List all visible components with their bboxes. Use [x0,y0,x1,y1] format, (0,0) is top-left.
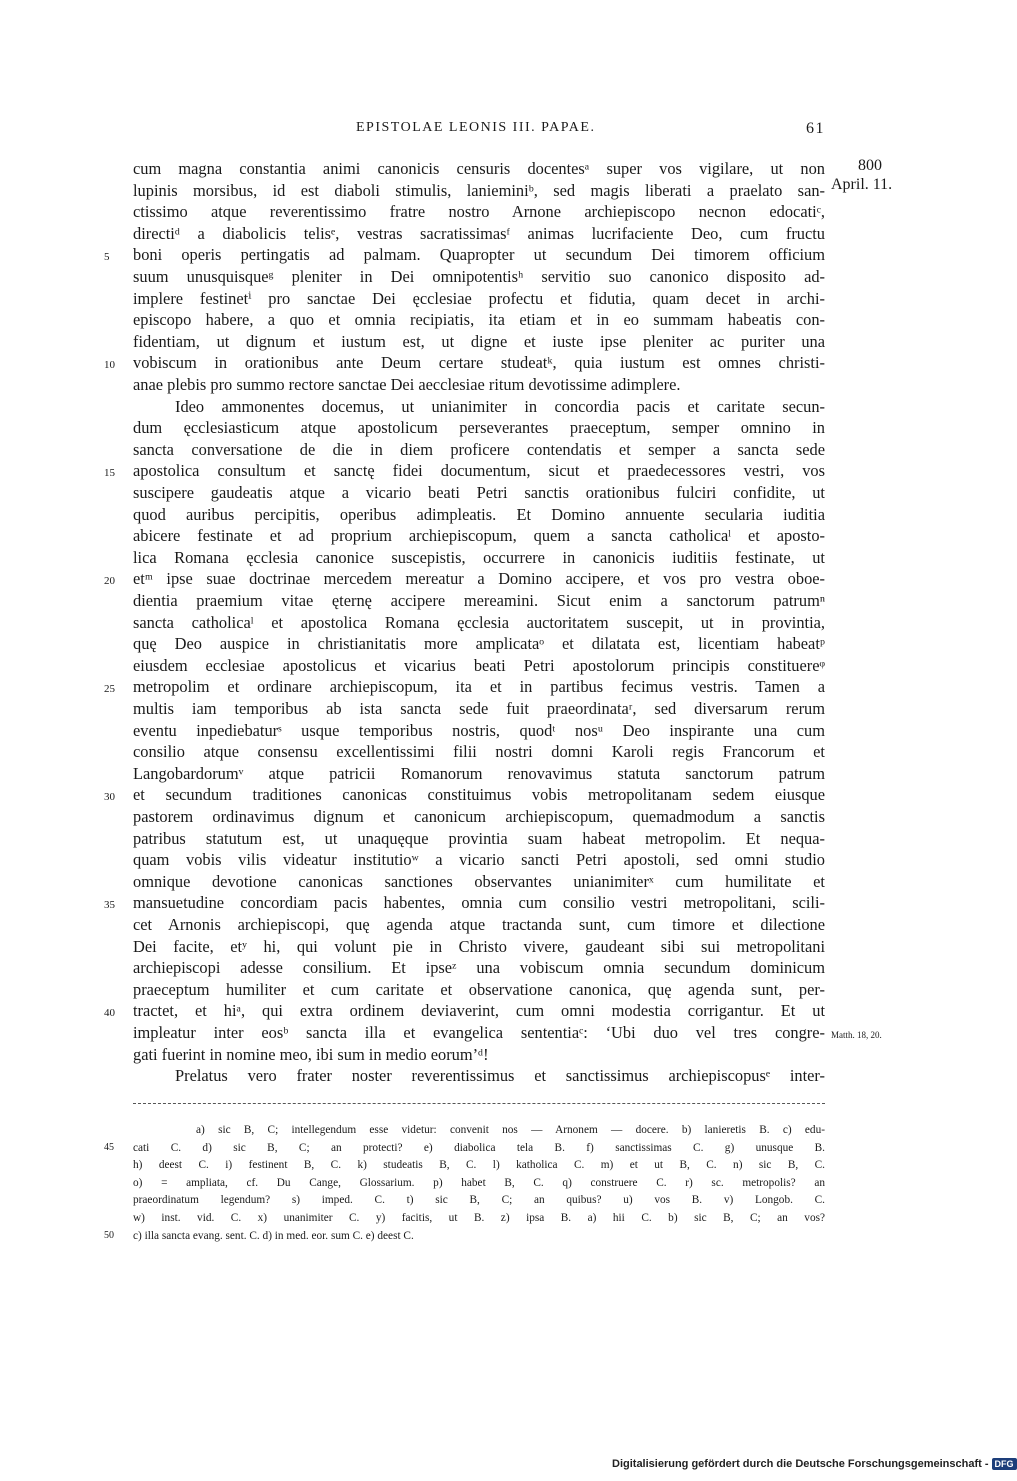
text-line: pastorem ordinavimus dignum et canonicum archiepiscopum, quemadmodum a sanctis [133,807,825,826]
line-number: 40 [104,1007,115,1020]
footnote-line-number: 50 [104,1229,114,1241]
page-title: EPISTOLAE LEONIS III. PAPAE. [356,120,596,135]
text-line: apostolica consultum et sanctę fidei documentum, sicut et praedecessores vestri, vos [133,461,825,481]
text-line: Langobardorumᵛ atque patricii Romanorum renovavimus statuta sanctorum patrum [133,763,825,783]
text-line: multis iam temporibus ab ista sancta sede fuit praeordinataʳ, sed diversarum rerum [133,699,825,718]
credit-text: Digitalisierung gefördert durch die Deutsche Forschungsgemeinschaft - [612,1458,989,1470]
text-line: et secundum traditiones canonicas constituimus vobis metropolitanam sedem eiusque [133,785,825,805]
text-line: gati fuerint in nomine meo, ibi sum in medio eorum’ᵈ! [133,1044,489,1064]
text-line: quod auribus percipitis, operibus adimpleatis. Et Domino annuente secularia iuditia [133,504,825,524]
dfg-logo: DFG [992,1458,1017,1470]
text-line: omnique devotione canonicas sanctiones observantes unianimiterˣ cum humilitate et [133,871,825,891]
text-line: lica Romana ęcclesia canonice suscepistis, occurrere in canonicis iuditiis festinate, ut [133,547,825,567]
text-line: implere festinetⁱ pro sanctae Dei ęcclesiae profectu et fidutia, quam decet in archi- [133,288,825,308]
text-line: Ideo ammonentes docemus, ut unianimiter in concordia pacis et caritate secun- [175,396,825,416]
text-line: cet Arnonis archiepiscopi, quę agenda atque tractanda sunt, cum timore et dilectione [133,915,825,934]
text-line: lupinis morsibus, id est diaboli stimulis, lanieminiᵇ, sed magis liberati a praelato san- [133,180,825,200]
text-line: quę Deo auspice in christianitatis more amplicataᵒ et dilatata est, licentiam habeatᵖ [133,634,825,654]
text-line: suscipere gaudeatis atque a vicario beati Petri sanctis orationibus fulciri confidite, ut [133,483,825,502]
text-line: fidentiam, ut dignum et iustum est, ut digne et iuste ipse pleniter ac puriter una [133,331,825,351]
footnote-line-number: 45 [104,1141,114,1153]
line-number: 35 [104,899,115,912]
text-line: anae plebis pro summo rectore sanctae Dei aecclesiae ritum devotissime adimplere. [133,375,681,394]
text-line: abicere festinate et ad proprium archiepiscopum, quem a sancta catholicaˡ et aposto- [133,526,825,546]
text-line: ctissimo atque reverentissimo fratre nostro Arnone archiepiscopo necnon edocatiᶜ, [133,202,825,222]
text-line: sancta conversatione de die in diem proficere contendatis et semper a sancta sede [133,439,825,459]
text-line: patribus statutum est, ut unaquęque provintia suam habeat metropolim. Et nequa- [133,828,825,848]
text-line: praeceptum humiliter et cum caritate et observatione canonica, quę agenda sunt, per- [133,979,825,999]
text-line: vobiscum in orationibus ante Deum certare studeatᵏ, quia iustum est omnes christi- [133,353,825,373]
footnote-line: o) = ampliata, cf. Du Cange, Glossarium. p) habet B, C. q) construere C. r) sc. metropolis? an [133,1176,825,1189]
footnote-line: h) deest C. i) festinent B, C. k) studeatis B, C. l) katholica C. m) et ut B, C. n) sic B, C. [133,1159,825,1172]
running-header [133,120,825,144]
text-line: eiusdem ecclesiae apostolicus et vicarius beati Petri apostolorum principis constituereᵠ [133,655,825,675]
text-line: archiepiscopi adesse consilium. Et ipseᶻ una vobiscum omnia secundum dominicum [133,958,825,978]
text-line: boni operis pertingatis ad palmam. Quapropter ut secundum Dei timorem officium [133,245,825,265]
footnote-line: cati C. d) sic B, C; an protecti? e) diabolica tela B. f) sanctissimas C. g) unusque B. [133,1141,825,1154]
text-line: eventu inpediebaturˢ usque temporibus nostris, quodᵗ nosᵘ Deo inspirante una cum [133,720,825,740]
footnote-line: a) sic B, C; intellegendum esse videtur: convenit nos — Arnonem — docere. b) lanieretis B. c) edu- [196,1124,825,1136]
line-number: 10 [104,359,115,372]
text-line: tractet, et hiᵃ, qui extra ordinem deviaverint, cum omni modestia corrigantur. Et ut [133,1001,825,1021]
text-line: dum ęcclesiasticum atque apostolicum perseverantes praeceptum, semper omnino in [133,418,825,438]
line-number: 25 [104,683,115,696]
line-number: 5 [104,251,110,264]
text-line: mansuetudine concordiam pacis habentes, omnia cum consilio vestri metropolitani, scili- [133,893,825,913]
footnote-line: c) illa sancta evang. sent. C. d) in med. eor. sum C. e) deest C. [133,1229,414,1242]
text-line: consilio atque consensu excellentissimi filii nostri domni Karoli regis Francorum et [133,742,825,762]
text-line: quam vobis vilis videatur institutioʷ a vicario sancti Petri apostoli, sed omni studio [133,850,825,870]
line-number: 15 [104,467,115,480]
footnote-rule [133,1103,825,1105]
text-line: Prelatus vero frater noster reverentissimus et sanctissimus archiepiscopusᵉ inter- [175,1066,825,1086]
line-number: 20 [104,575,115,588]
text-line: episcopo habere, a quo et omnia recipiatis, ita etiam et in eo summam habeatis con- [133,310,825,330]
text-line: sancta catholicaˡ et apostolica Romana ęcclesia auctoritatem suscepit, ut in provintia, [133,612,825,632]
text-line: suum unusquisqueᵍ pleniter in Dei omnipotentisʰ servitio suo canonico disposito ad- [133,267,825,286]
margin-date: April. 11. [831,176,893,193]
text-line: cum magna constantia animi canonicis censuris docentesᵃ super vos vigilare, ut non [133,159,825,178]
text-line: etᵐ ipse suae doctrinae mercedem mereatur a Domino accipere, et vos pro vestra oboe- [133,569,825,589]
margin-year: 800 [858,157,882,174]
digitization-credit [612,1458,1017,1470]
text-line: impleatur inter eosᵇ sancta illa et evangelica sententiaᶜ: ‘Ubi duo vel tres congre- [133,1023,825,1042]
text-line: directiᵈ a diabolicis telisᵉ, vestras sacratissimasᶠ animas lucrifaciente Deo, cum fructu [133,223,825,243]
text-line: metropolim et ordinare archiepiscopum, ita et in partibus fecimus vestris. Tamen a [133,677,825,697]
margin-reference: Matth. 18, 20. [831,1030,882,1040]
line-number: 30 [104,791,115,804]
footnote-line: praeordinatum legendum? s) imped. C. t) sic B, C; an quibus? u) vos B. v) Longob. C. [133,1194,825,1207]
text-line: Dei facite, etʸ hi, qui volunt pie in Christo vivere, gaudeant sibi sui metropolitani [133,936,825,956]
page-number: 61 [806,120,825,137]
footnote-line: w) inst. vid. C. x) unanimiter C. y) facitis, ut B. z) ipsa B. a) hii C. b) sic B, C; an vos? [133,1212,825,1224]
text-line: dientia praemium vitae ęternę accipere mereamini. Sicut enim a sanctorum patrumⁿ [133,591,825,610]
